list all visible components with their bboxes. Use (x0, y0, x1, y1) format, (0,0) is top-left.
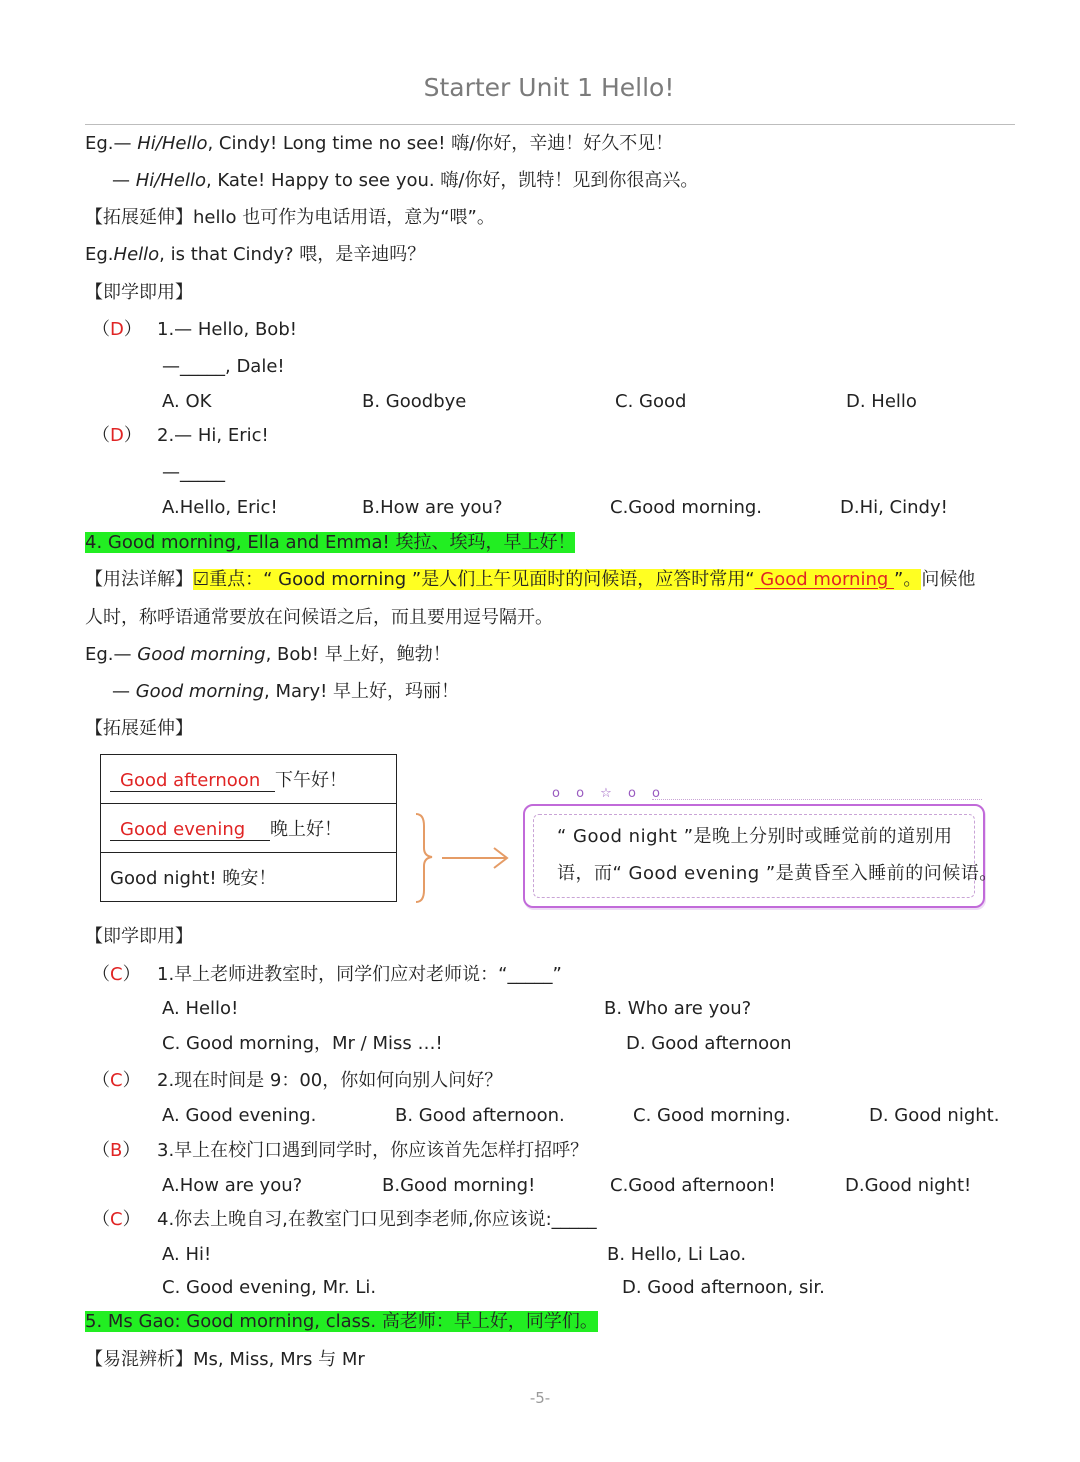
confusion-heading: 【易混辨析】Ms, Miss, Mrs 与 Mr (85, 1349, 365, 1370)
table-row (101, 755, 396, 804)
section-heading (85, 531, 575, 555)
cell-text: 晚上好！ (270, 819, 342, 840)
example-emphasis: Hi/Hello (137, 133, 208, 154)
paren: （ (92, 964, 110, 985)
option: A. Hi! (162, 1244, 212, 1265)
section-heading-text: 4. Good morning, Ella and Emma! 埃拉、埃玛，早上好！ (85, 532, 576, 553)
answer: B (110, 1140, 123, 1161)
option: A. Good evening. (162, 1105, 317, 1126)
example-emphasis: Hello (113, 244, 160, 265)
option: B. Good afternoon. (395, 1105, 565, 1126)
cell-text: 下午好！ (275, 770, 347, 791)
paren: （ (92, 1140, 110, 1161)
paren: ） (123, 319, 142, 340)
right-brace-icon (416, 814, 432, 902)
extension-heading: 【拓展延伸】 (85, 718, 193, 739)
usage-line (85, 568, 975, 592)
usage-label: 【用法详解】 (85, 569, 193, 590)
paren: ） (122, 1070, 141, 1091)
option: C. Good morning，Mr / Miss …! (162, 1033, 443, 1054)
paren: ） (122, 964, 141, 985)
paren: （ (92, 1209, 110, 1230)
note-line: “ Good night ”是晚上分别时或睡觉前的道别用 (557, 826, 953, 847)
example-line (112, 169, 698, 193)
greeting-table (100, 754, 397, 902)
example-prefix: — (112, 681, 136, 702)
brace-arrow-graphic (410, 810, 520, 906)
section-heading (85, 1310, 598, 1334)
example-emphasis: Good morning (135, 681, 265, 702)
option: B.How are you? (362, 497, 503, 518)
option: A. OK (162, 391, 212, 412)
option: B. Who are you? (604, 998, 752, 1019)
example-prefix: — (112, 170, 136, 191)
extension-note: 【拓展延伸】hello 也可作为电话用语，意为“喂”。 (85, 207, 495, 228)
paren: （ (92, 425, 110, 446)
example-line (85, 643, 451, 667)
option: D. Good afternoon, sir. (622, 1277, 825, 1298)
answer-blank: Good afternoon (110, 770, 275, 792)
decorative-dots-icon: o o ☆ o o (552, 786, 666, 801)
question-stem: 4.你去上晚自习,在教室门口见到李老师,你应该说:_____ (157, 1209, 597, 1230)
answer: C (110, 964, 123, 985)
option: A. Hello! (162, 998, 239, 1019)
example-text: , Bob! 早上好，鲍勃！ (265, 644, 451, 665)
example-prefix: Eg. (85, 244, 114, 265)
table-cell: Good night! 晚安！ (110, 868, 277, 889)
answer: C (110, 1070, 123, 1091)
question (92, 424, 142, 448)
example-emphasis: Hi/Hello (135, 170, 206, 191)
note-line: 语，而“ Good evening ”是黄昏至入睡前的问候语。 (557, 863, 998, 884)
header-divider (85, 124, 1015, 125)
section-heading-text: 5. Ms Gao: Good morning, class. 高老师：早上好，同学们。 (85, 1311, 598, 1332)
answer: D (110, 425, 124, 446)
option: C.Good afternoon! (610, 1175, 776, 1196)
question-stem: 2.— Hi, Eric! (157, 425, 269, 446)
example-text: , is that Cindy? 喂，是辛迪吗？ (159, 244, 426, 265)
question-stem: 3.早上在校门口遇到同学时，你应该首先怎样打招呼？ (157, 1140, 589, 1161)
option: C.Good morning. (610, 497, 763, 518)
usage-highlight-text: ☑重点：“ Good morning ”是人们上午见面时的问候语，应答时常用“ (193, 569, 755, 590)
question (92, 318, 142, 342)
question (92, 1069, 141, 1093)
question-stem: 2.现在时间是 9：00，你如何向别人问好？ (157, 1070, 503, 1091)
question-stem: 1.— Hello, Bob! (157, 319, 297, 340)
option: A.Hello, Eric! (162, 497, 278, 518)
option: A.How are you? (162, 1175, 303, 1196)
decorative-divider (652, 799, 982, 800)
example-emphasis: Good morning (137, 644, 266, 665)
usage-answer-blank: Good morning (754, 569, 895, 590)
example-text: , Cindy! Long time no see! 嗨/你好，辛迪！好久不见！ (207, 133, 674, 154)
table-row (101, 853, 396, 902)
option: C. Good evening, Mr. Li. (162, 1277, 377, 1298)
option: C. Good (615, 391, 687, 412)
practice-heading: 【即学即用】 (85, 926, 193, 947)
answer: D (110, 319, 124, 340)
example-prefix: Eg.— (85, 133, 138, 154)
option: C. Good morning. (633, 1105, 791, 1126)
option: D.Good night! (845, 1175, 972, 1196)
paren: （ (92, 319, 110, 340)
paren: （ (92, 1070, 110, 1091)
example-line (85, 243, 425, 267)
example-text: , Kate! Happy to see you. 嗨/你好，凯特！见到你很高兴。 (205, 170, 699, 191)
option: D. Hello (846, 391, 917, 412)
option: D. Good night. (869, 1105, 1000, 1126)
option: D. Good afternoon (626, 1033, 792, 1054)
answer-line: —_____ (162, 462, 225, 483)
paren: ） (123, 425, 142, 446)
page-title: Starter Unit 1 Hello! (423, 73, 675, 102)
table-cell (110, 815, 342, 841)
table-cell (110, 766, 347, 792)
answer-line: —_____, Dale! (162, 356, 285, 377)
example-text: , Mary! 早上好，玛丽！ (264, 681, 460, 702)
answer-blank: Good evening (110, 819, 270, 841)
example-line (85, 132, 673, 156)
paren: ） (122, 1209, 141, 1230)
usage-highlight (193, 569, 921, 590)
usage-line-2: 人时，称呼语通常要放在问候语之后，而且要用逗号隔开。 (85, 607, 553, 628)
question (92, 1139, 140, 1163)
question (92, 963, 141, 987)
page-number: -5- (529, 1389, 551, 1407)
usage-tail: 问候他 (921, 569, 976, 590)
example-prefix: Eg.— (85, 644, 138, 665)
question (92, 1208, 141, 1232)
option: B. Hello, Li Lao. (607, 1244, 747, 1265)
usage-highlight-end: ”。 (894, 569, 922, 590)
example-line (112, 680, 459, 704)
table-row (101, 804, 396, 853)
option: D.Hi, Cindy! (840, 497, 948, 518)
practice-heading: 【即学即用】 (85, 282, 193, 303)
question-stem: 1.早上老师进教室时，同学们应对老师说：“_____” (157, 964, 562, 985)
option: B. Goodbye (362, 391, 467, 412)
paren: ） (122, 1140, 141, 1161)
note-box (523, 804, 998, 908)
answer: C (110, 1209, 123, 1230)
option: B.Good morning! (382, 1175, 536, 1196)
